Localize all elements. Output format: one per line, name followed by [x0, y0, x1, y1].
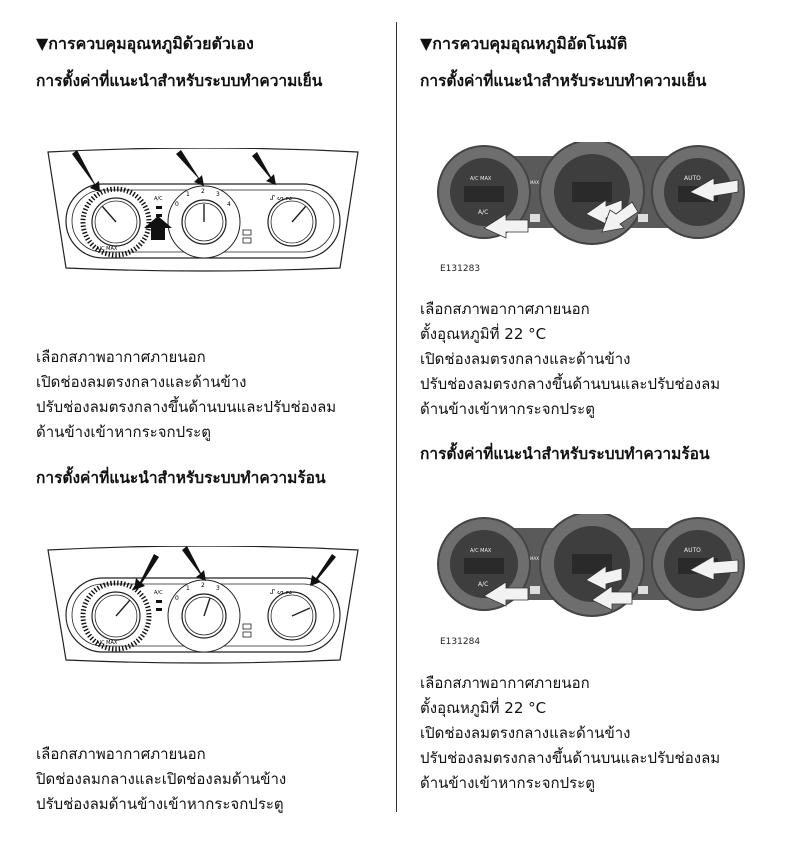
- manual-heating-line-3: ปรับช่องลมด้านข้างเข้าหากระจกประตู: [36, 795, 284, 813]
- auto-heating-line-2: ตั้งอุณหภูมิที่ 22 °C: [420, 699, 547, 717]
- manual-heating-line-2: ปิดช่องลมกลางและเปิดช่องลมด้านข้าง: [36, 770, 287, 788]
- auto-cooling-line-4: ปรับช่องลมตรงกลางขึ้นด้านบนและปรับช่องลม: [420, 375, 721, 393]
- manual-cooling-line-3: ปรับช่องลมตรงกลางขึ้นด้านบนและปรับช่องลม: [36, 398, 337, 416]
- svg-text:2: 2: [201, 188, 205, 195]
- svg-text:A/C MAX: A/C MAX: [470, 548, 492, 554]
- auto-heating-line-4: ปรับช่องลมตรงกลางขึ้นด้านบนและปรับช่องลม: [420, 749, 721, 767]
- auto-cooling-line-3: เปิดช่องลมตรงกลางและด้านข้าง: [420, 350, 631, 368]
- manual-cooling-line-1: เลือกสภาพอากาศภายนอก: [36, 348, 206, 366]
- auto-heating-panel-figure: [436, 514, 746, 620]
- auto-heating-heading: การตั้งค่าที่แนะนำสำหรับระบบทำความร้อน: [420, 445, 710, 463]
- auto-cooling-line-2: ตั้งอุณหภูมิที่ 22 °C: [420, 325, 547, 343]
- auto-heating-line-3: เปิดช่องลมตรงกลางและด้านข้าง: [420, 724, 631, 742]
- auto-cooling-line-1: เลือกสภาพอากาศภายนอก: [420, 300, 590, 318]
- svg-text:A/C: A/C: [154, 590, 163, 596]
- figure-code-2: E131284: [440, 637, 481, 647]
- svg-text:A/C: A/C: [478, 209, 489, 216]
- svg-text:AUTO: AUTO: [684, 547, 701, 554]
- svg-text:A/C: A/C: [478, 581, 489, 588]
- svg-text:MAX: MAX: [530, 556, 539, 561]
- auto-climate-title: ▼การควบคุมอุณหภูมิอัตโนมัติ: [420, 34, 628, 53]
- svg-text:1: 1: [186, 191, 190, 198]
- svg-text:0: 0: [175, 201, 179, 208]
- auto-cooling-panel-figure: [436, 142, 746, 246]
- manual-heating-heading: การตั้งค่าที่แนะนำสำหรับระบบทำความร้อน: [36, 469, 326, 487]
- manual-cooling-panel-figure: [44, 148, 362, 274]
- manual-cooling-heading: การตั้งค่าที่แนะนำสำหรับระบบทำความเย็น: [36, 72, 323, 90]
- svg-text:A/C MAX: A/C MAX: [96, 640, 118, 646]
- svg-text:3: 3: [216, 191, 220, 198]
- manual-heating-instructions: [36, 742, 286, 817]
- svg-text:AUTO: AUTO: [684, 175, 701, 182]
- auto-heating-instructions: [420, 671, 720, 796]
- manual-cooling-instructions: [36, 345, 336, 445]
- svg-text:A/C MAX: A/C MAX: [470, 176, 492, 182]
- auto-cooling-instructions: [420, 297, 720, 422]
- svg-text:4: 4: [227, 201, 231, 208]
- svg-text:MAX: MAX: [530, 180, 539, 185]
- auto-cooling-line-5: ด้านข้างเข้าหากระจกประตู: [420, 400, 595, 418]
- figure-code-1: E131283: [440, 264, 481, 274]
- manual-cooling-line-4: ด้านข้างเข้าหากระจกประตู: [36, 423, 211, 441]
- svg-text:0: 0: [175, 595, 179, 602]
- svg-text:1: 1: [186, 585, 190, 592]
- auto-cooling-heading: การตั้งค่าที่แนะนำสำหรับระบบทำความเย็น: [420, 72, 707, 90]
- manual-heating-line-1: เลือกสภาพอากาศภายนอก: [36, 745, 206, 763]
- svg-text:3: 3: [216, 585, 220, 592]
- svg-text:ᔑ ᔕ ᔓ: ᔑ ᔕ ᔓ: [270, 194, 292, 202]
- column-divider: [396, 22, 397, 812]
- svg-text:A/C: A/C: [154, 196, 163, 202]
- svg-text:ᔑ ᔕ ᔓ: ᔑ ᔕ ᔓ: [270, 588, 292, 596]
- manual-heating-panel-figure: [44, 546, 362, 666]
- manual-climate-title: ▼การควบคุมอุณหภูมิด้วยตัวเอง: [36, 34, 254, 53]
- auto-heating-line-5: ด้านข้างเข้าหากระจกประตู: [420, 774, 595, 792]
- auto-heating-line-1: เลือกสภาพอากาศภายนอก: [420, 674, 590, 692]
- svg-text:2: 2: [201, 582, 205, 589]
- svg-text:A/C MAX: A/C MAX: [96, 246, 118, 252]
- manual-cooling-line-2: เปิดช่องลมตรงกลางและด้านข้าง: [36, 373, 247, 391]
